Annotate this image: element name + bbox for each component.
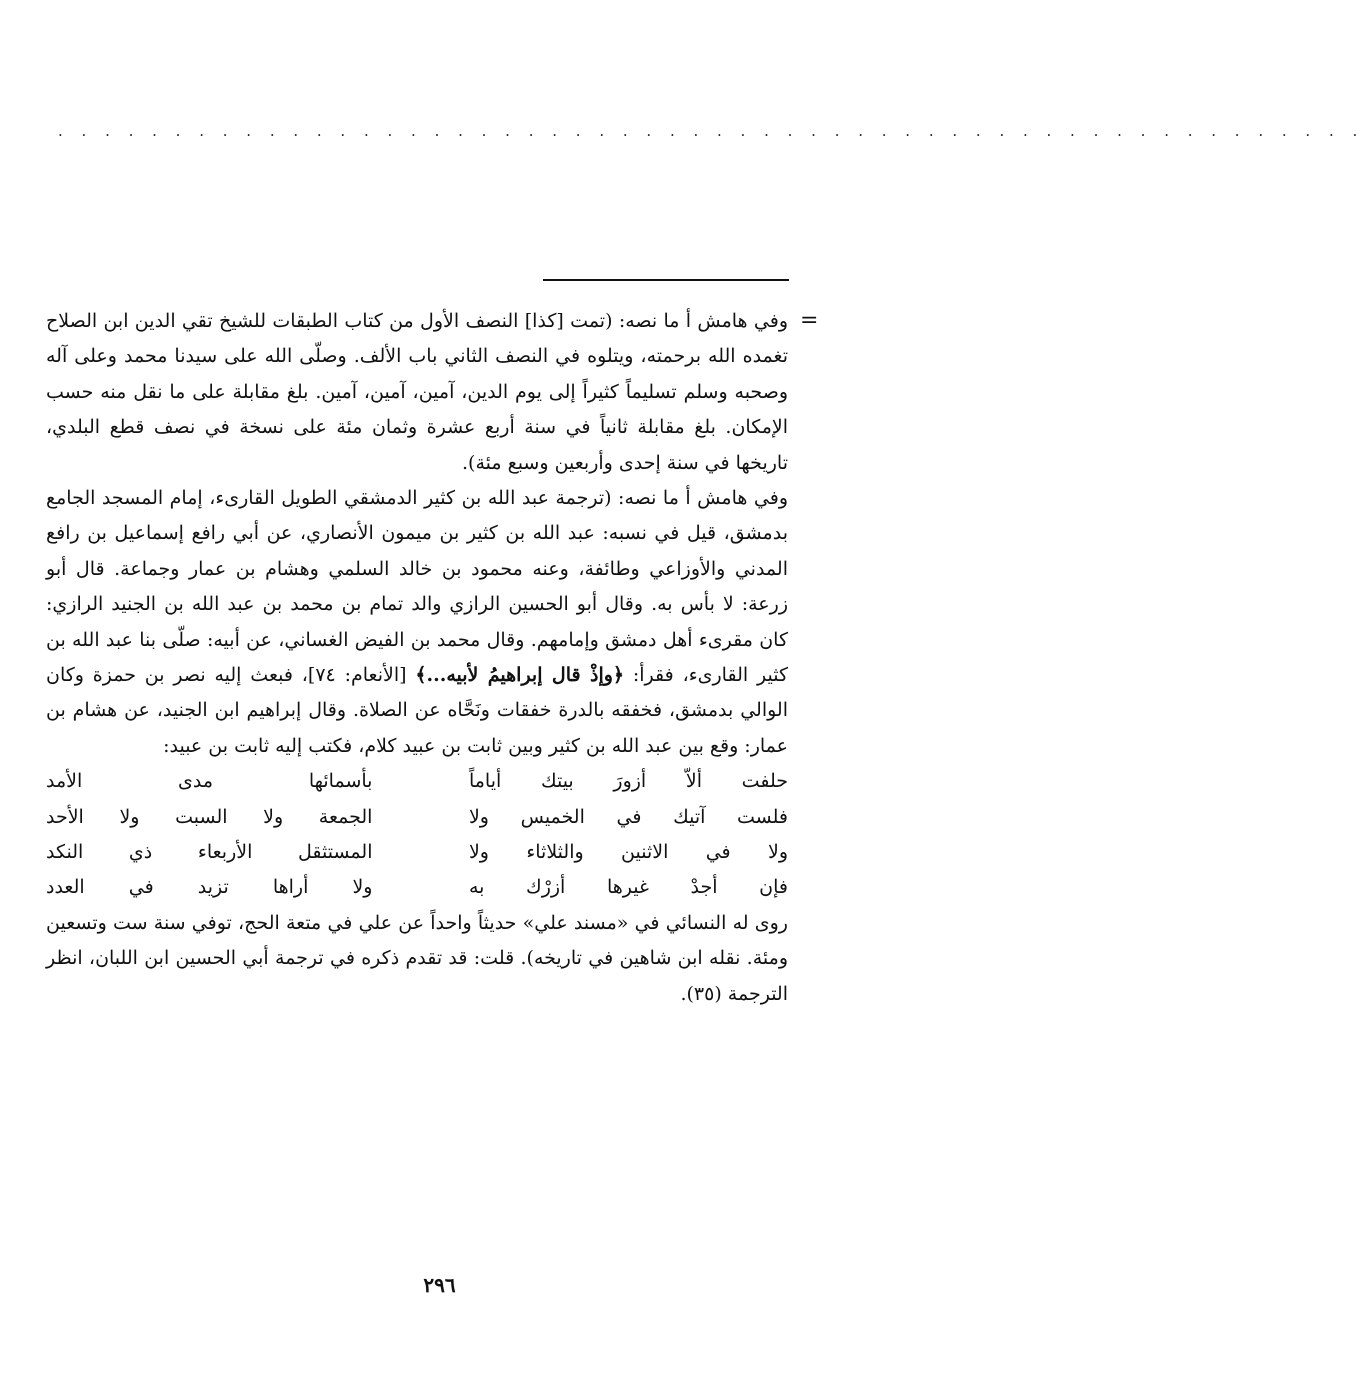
note-paragraph-3: روى له النسائي في «مسند علي» حديثاً واحداً عن علي في متعة الحج، توفي سنة ست وتسعين ومئة. نقله ابن شاهين في تاريخه). قلت: قد تقدم ذكره في ترجمة أبي الحسين ابن اللبان، انظر الترجمة (٣٥). xyxy=(46,911,788,1005)
poem-verse xyxy=(46,870,788,905)
poem-verse xyxy=(46,764,788,799)
poem-verse-first-hemistich: فلست آتيك في الخميس ولا xyxy=(468,805,788,828)
continuation-mark: = xyxy=(800,308,819,333)
poem-verse-second-hemistich: بأسمائها مدى الأمد xyxy=(46,770,373,793)
note-paragraph-2-text-a: وفي هامش أ ما نصه: (ترجمة عبد الله بن كثير الدمشقي الطويل القارىء، إمام المسجد الجامع بدمشق، قيل في نسبه: عبد الله بن كثير بن ميمون الأنصاري، عن أبي رافع إسماعيل بن رافع المدني والأوزاعي وطائفة، وعنه محمود بن خالد السلمي وهشام بن عمار وجماعة. قال أبو زرعة: لا بأس به. وقال أبو الحسين الرازي والد تمام بن محمد بن عبد الله بن الجنيد الرازي: كان مقرىء أهل دمشق وإمامهم. وقال محمد بن الفيض الغساني، عن أبيه: صلّى بنا عبد الله بن كثير القارىء، فقرأ: xyxy=(46,487,788,687)
poem-verse-second-hemistich: المستثقل الأربعاء ذي النكد xyxy=(46,841,373,864)
note-paragraph-1: وفي هامش أ ما نصه: (تمت [كذا] النصف الأول من كتاب الطبقات للشيخ تقي الدين ابن الصلاح تغمده الله برحمته، ويتلوه في النصف الثاني باب الألف. وصلّى الله على سيدنا محمد وعلى آله وصحبه وسلم تسليماً كثيراً إلى يوم الدين، آمين، آمين، آمين. بلغ مقابلة على ما نقل منه حسب الإمكان. بلغ مقابلة ثانياً في سنة أربع عشرة وثمان مئة على نسخة في نصف قطع البلدي، تاريخها في سنة إحدى وأربعين وسبع مئة). xyxy=(46,310,788,474)
footnote-rule xyxy=(543,279,789,281)
note-paragraph-2 xyxy=(46,481,788,764)
page-number: ٢٩٦ xyxy=(423,1273,456,1297)
quran-quote: ﴿وإذْ قال إبراهيمُ لأبيه...﴾ xyxy=(415,664,625,687)
poem-verse-second-hemistich: ولا أراها تزيد في العدد xyxy=(46,876,373,899)
poem-verse-first-hemistich: ولا في الاثنين والثلاثاء ولا xyxy=(468,841,788,864)
footnotes xyxy=(46,304,788,1012)
poem-verse-second-hemistich: الجمعة ولا السبت ولا الأحد xyxy=(46,805,373,828)
poem-verse xyxy=(46,800,788,835)
poem-verse xyxy=(46,835,788,870)
section-separator: . . . . . . . . . . . . . . . . . . . . . . . . . . . . . . . . . . . . . . . . . . . . . . . . . . . . . . . . xyxy=(58,122,1364,140)
poem-verse-first-hemistich: فإن أجدْ غيرها أزرْك به xyxy=(468,876,788,899)
poem-verse-first-hemistich: حلفت ألاّ أزورَ بيتك أياماً xyxy=(468,770,788,793)
note-paragraph-2-text-b: [الأنعام: ٧٤]، فبعث إليه نصر بن حمزة وكان الوالي بدمشق، فخفقه بالدرة خفقات ونَحَّاه عن الصلاة. وقال إبراهيم ابن الجنيد، عن هشام بن عمار: وقع بين عبد الله بن كثير وبين ثابت بن عبيد كلام، فكتب إليه ثابت بن عبيد: xyxy=(46,664,788,757)
poem xyxy=(46,764,788,906)
